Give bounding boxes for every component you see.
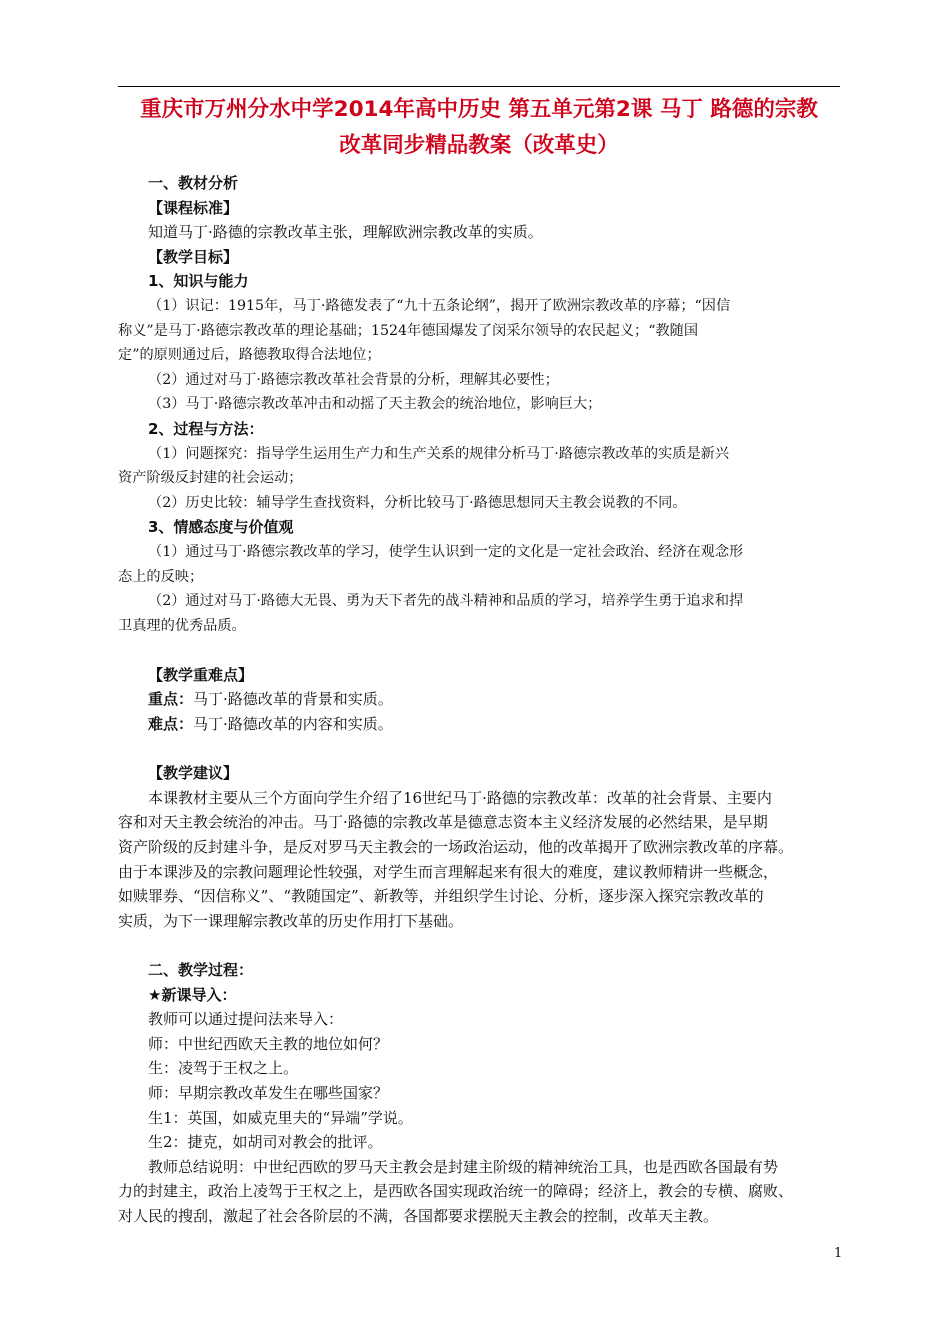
dialogue-line: 生1：英国，如威克里夫的“异端”学说。 xyxy=(148,1108,413,1127)
document-title xyxy=(112,92,846,164)
advice-paragraph: 本课教材主要从三个方面向学生介绍了16世纪马丁·路德的宗教改革：改革的社会背景、主要内 容和对天主教会统治的冲击。马丁·路德的宗教改革是德意志资本主义经济发展的必然结果，是早期 资产阶级的反封建斗争，是反对罗马天主教会的一场政治运动，他的改革揭开了欧洲宗教改革的序幕。 由于本课涉及的宗教问题理论性较强，对学生而言理解起来有很大的难度，建议教师精讲一些概念， 如赎罪券、“因信称义”、“教随国定”、新教等，并组织学生讨论、分析，逐步深入探究宗教改革的 实质，为下一课理解宗教改革的历史作用打下基础。 xyxy=(118,788,794,930)
intro-label: ★新课导入： xyxy=(148,985,237,1004)
knowledge-item-3: （3）马丁·路德宗教改革冲击和动摇了天主教会的统治地位，影响巨大； xyxy=(148,396,602,413)
key-point: 重点：马丁·路德改革的背景和实质。 xyxy=(148,690,393,709)
standard-text: 知道马丁·路德的宗教改革主张，理解欧洲宗教改革的实质。 xyxy=(148,223,543,242)
dialogue-line: 生2：捷克，如胡司对教会的批评。 xyxy=(148,1133,383,1152)
process-heading: 2、过程与方法： xyxy=(148,419,264,438)
process-item-2: （2）历史比较：辅导学生查找资料，分析比较马丁·路德思想同天主教会说教的不同。 xyxy=(148,494,687,511)
goals-label: 【教学目标】 xyxy=(148,247,239,266)
title-line-1: 重庆市万州分水中学2014年高中历史 第五单元第2课 马丁 路德的宗教 xyxy=(140,97,818,122)
summary-paragraph: 教师总结说明：中世纪西欧的罗马天主教会是封建主阶级的精神统治工具，也是西欧各国最有势 力的封建主，政治上凌驾于王权之上，是西欧各国实现政治统一的障碍；经济上，教会的专横、腐败、 对人民的搜刮，激起了社会各阶层的不满，各国都要求摆脱天主教会的控制，改革天主教。 xyxy=(118,1157,794,1225)
knowledge-heading: 1、知识与能力 xyxy=(148,272,249,291)
knowledge-item-1: （1）识记：1915年，马丁·路德发表了“九十五条论纲”，揭开了欧洲宗教改革的序幕；“因信 称义”是马丁·路德宗教改革的理论基础；1524年德国爆发了闵采尔领导的农民起义；“教随国 定”的原则通过后，路德教取得合法地位； xyxy=(118,297,731,364)
emotion-item-2: （2）通过对马丁·路德大无畏、勇为天下者先的战斗精神和品质的学习，培养学生勇于追求和捍 卫真理的优秀品质。 xyxy=(118,593,744,634)
emotion-item-1: （1）通过马丁·路德宗教改革的学习，使学生认识到一定的文化是一定社会政治、经济在观念形 态上的反映； xyxy=(118,543,744,585)
dialogue-line: 师：早期宗教改革发生在哪些国家？ xyxy=(148,1083,389,1102)
page-number: 1 xyxy=(834,1246,843,1261)
standard-label: 【课程标准】 xyxy=(148,198,239,217)
advice-label: 【教学建议】 xyxy=(148,764,239,783)
section-1-heading: 一、教材分析 xyxy=(148,174,239,192)
header-rule xyxy=(118,86,840,87)
difficulty-label: 【教学重难点】 xyxy=(148,665,254,684)
section-2-heading: 二、教学过程： xyxy=(148,961,254,979)
dialogue-line: 生：凌驾于王权之上。 xyxy=(148,1059,299,1078)
emotion-heading: 3、情感态度与价值观 xyxy=(148,518,294,537)
process-item-1: （1）问题探究：指导学生运用生产力和生产关系的规律分析马丁·路德宗教改革的实质是新兴 资产阶级反封建的社会运动； xyxy=(118,445,730,487)
knowledge-item-2: （2）通过对马丁·路德宗教改革社会背景的分析，理解其必要性； xyxy=(148,371,559,388)
dialogue-line: 师：中世纪西欧天主教的地位如何？ xyxy=(148,1034,389,1053)
dialogue-line: 教师可以通过提问法来导入： xyxy=(148,1010,344,1029)
title-line-2: 改革同步精品教案（改革史） xyxy=(339,133,619,158)
hard-point: 难点：马丁·路德改革的内容和实质。 xyxy=(148,715,393,734)
document-body xyxy=(118,171,856,1229)
